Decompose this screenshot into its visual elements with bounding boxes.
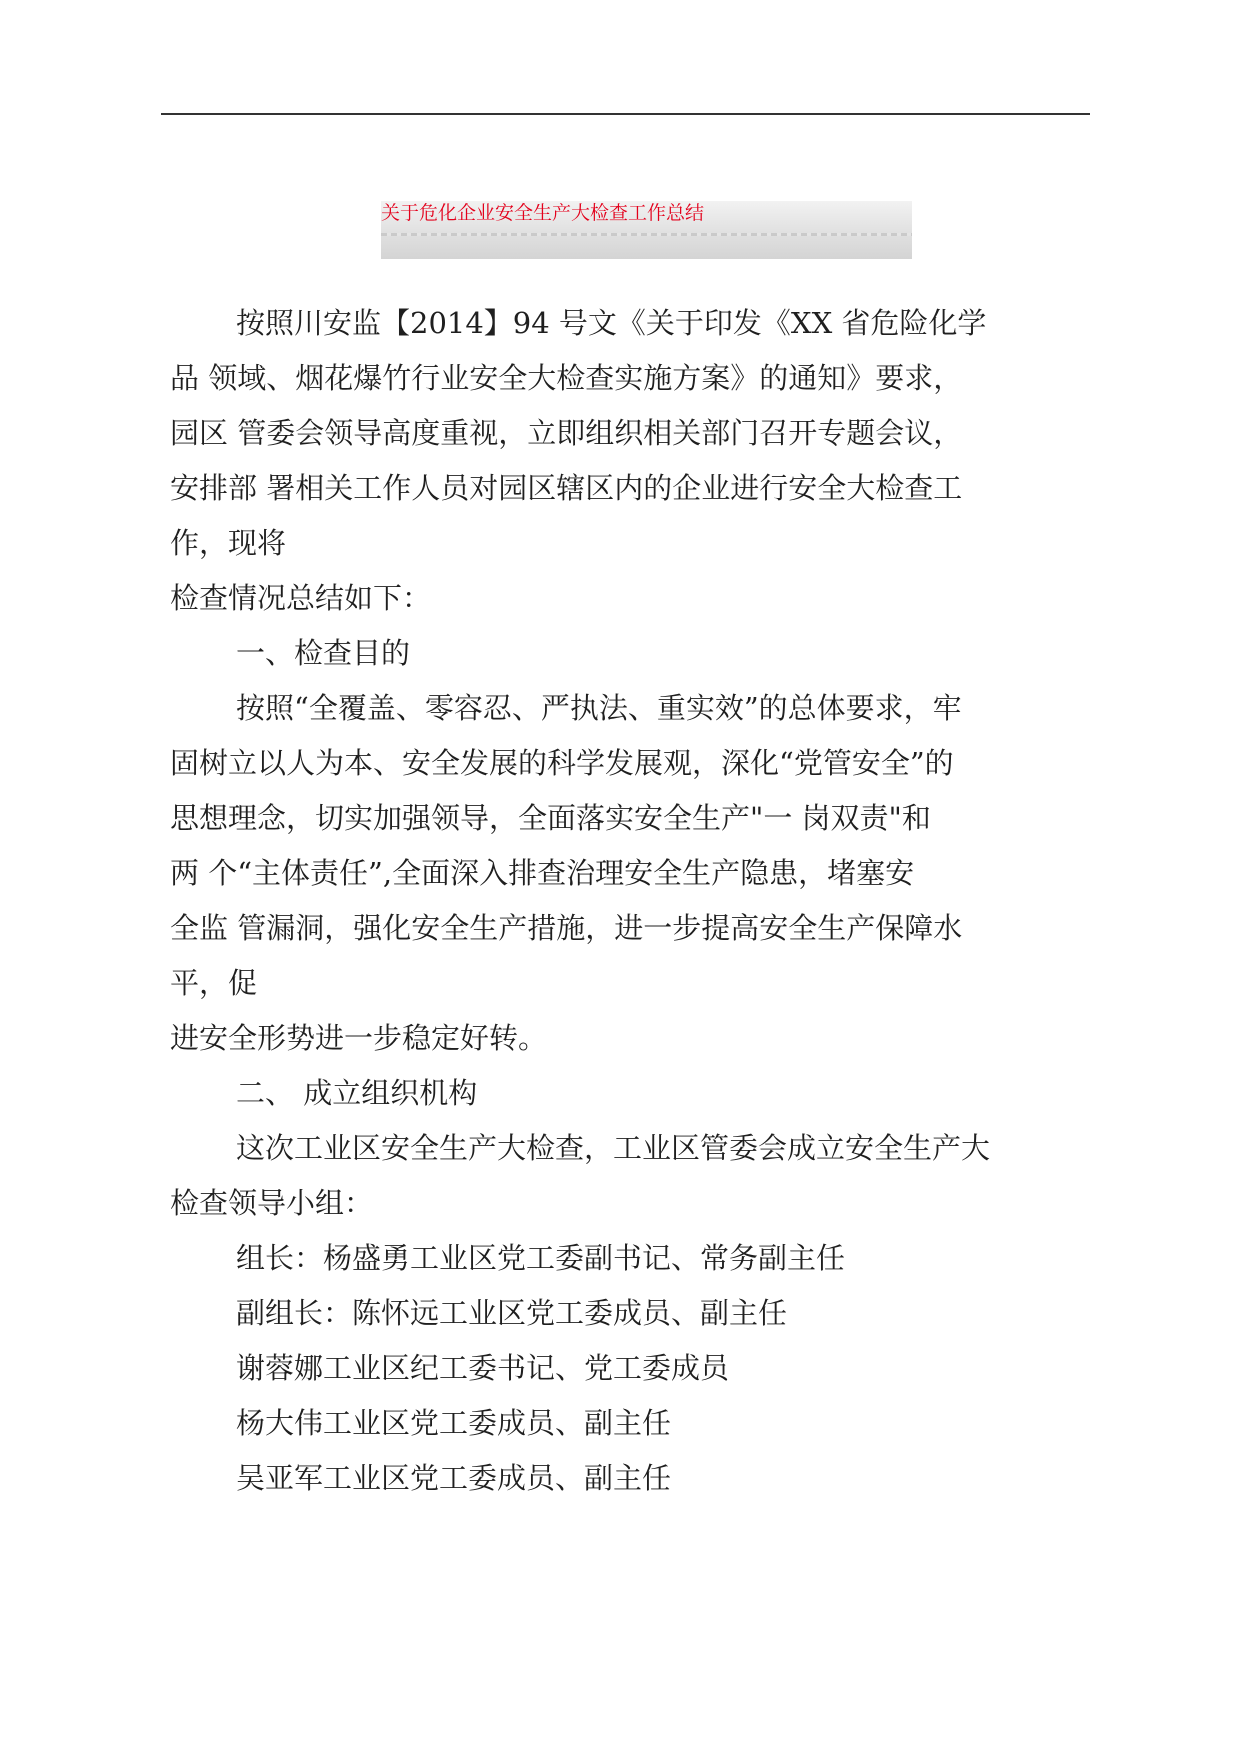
member-line: 组长：杨盛勇工业区党工委副书记、常务副主任 (236, 1241, 846, 1275)
section-heading: 二、 成立组织机构 (236, 1076, 478, 1110)
paragraph-line: 平，促 (170, 966, 258, 1000)
paragraph-line: 按照“全覆盖、零容忍、严执法、重实效”的总体要求，牢 (236, 691, 962, 725)
paragraph-line: 这次工业区安全生产大检查，工业区管委会成立安全生产大 (236, 1131, 991, 1165)
paragraph-line: 按照川安监【2014】94 号文《关于印发《XX 省危险化学 (236, 306, 987, 340)
paragraph-line: 作，现将 (170, 526, 287, 560)
member-line: 吴亚军工业区党工委成员、副主任 (236, 1461, 672, 1495)
paragraph-line: 检查情况总结如下： (170, 581, 432, 615)
member-line: 杨大伟工业区党工委成员、副主任 (236, 1406, 672, 1440)
paragraph-line: 园区 管委会领导高度重视，立即组织相关部门召开专题会议， (170, 416, 963, 450)
paragraph-line: 安排部 署相关工作人员对园区辖区内的企业进行安全大检查工 (170, 471, 963, 505)
member-line: 副组长：陈怀远工业区党工委成员、副主任 (236, 1296, 788, 1330)
member-line: 谢蓉娜工业区纪工委书记、党工委成员 (236, 1351, 730, 1385)
section-heading: 一、检查目的 (236, 636, 411, 670)
paragraph-line: 品 领域、烟花爆竹行业安全大检查实施方案》的通知》要求， (170, 361, 963, 395)
paragraph-line: 进安全形势进一步稳定好转。 (170, 1021, 548, 1055)
paragraph-line: 思想理念，切实加强领导，全面落实安全生产"一 岗双责"和 (170, 801, 931, 835)
header-rule (161, 113, 1090, 115)
document-body (170, 296, 1090, 1506)
paragraph-line: 固树立以人为本、安全发展的科学发展观，深化“党管安全”的 (170, 746, 954, 780)
paragraph-line: 两 个“主体责任”,全面深入排查治理安全生产隐患，堵塞安 (170, 856, 915, 890)
document-title: 关于危化企业安全生产大检查工作总结 (381, 202, 705, 224)
paragraph-line: 检查领导小组： (170, 1186, 374, 1220)
paragraph-line: 全监 管漏洞，强化安全生产措施，进一步提高安全生产保障水 (170, 911, 963, 945)
